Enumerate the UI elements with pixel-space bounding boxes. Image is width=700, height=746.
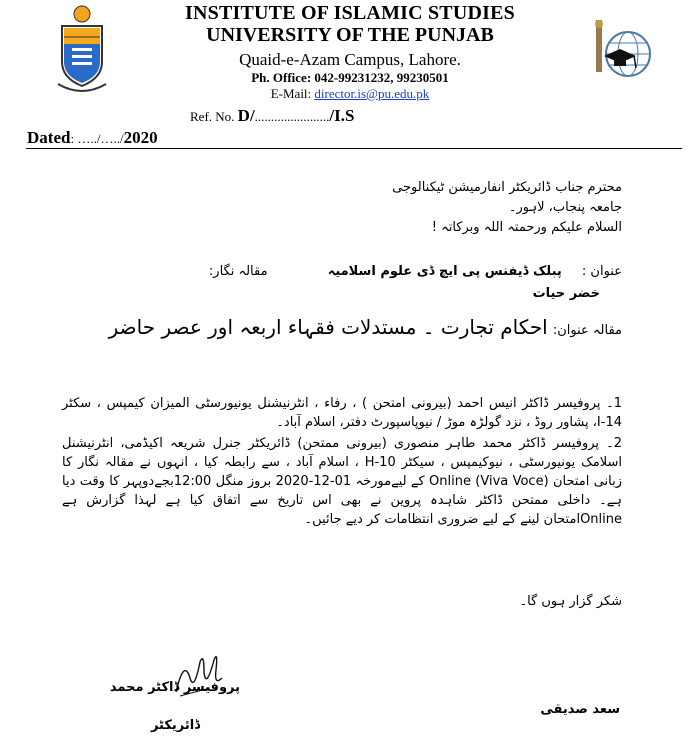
salutation-line-3: السلام علیکم ورحمتہ اللہ وبرکاتہ ! [431,220,622,235]
campus-address: Quaid-e-Azam Campus, Lahore. [239,50,461,69]
thesis-line [62,310,622,344]
institute-title: INSTITUTE OF ISLAMIC STUDIES [185,2,515,24]
dated-year: 2020 [123,128,158,147]
ref-prefix: D/ [237,106,255,125]
university-title: UNIVERSITY OF THE PUNJAB [206,24,494,46]
ref-dots: ....................... [254,109,330,124]
phone-office: Ph. Office: 042-99231232, 99230501 [251,70,449,85]
ref-suffix: /I.S [329,106,355,125]
dated-line [27,128,158,148]
ref-label: Ref. No. [190,109,235,124]
second-signatory-name: سعد صدیقی [540,702,620,717]
examiner-item-2: 2۔ پروفیسر ڈاکٹر محمد طاہر منصوری (بیرونی ممتحن) ڈائریکٹر جنرل شریعہ اکیڈمی، انٹرنیشنل اسلامک یونیورسٹی ، نیوکیمپس ، سیکٹر H-10 ، اسلام آباد ، سے رابطہ کیا ، انہوں نے مقالہ نگار کا زبانی امتحان (Viva Voce) Online کے لیےمورخہ 01-12-2020 بروز منگل 12:00بجےدوپہر کا وقت دیا ہے۔ داخلی ممتحن ڈاکٹر شاہدہ پروین نے بھی اس تاریخ سے اتفاق کیا ہے لہذا گزارش ہے Onlineامتحان لینے کے لیے ضروری انتظامات کر دیے جائیں۔ [62,436,623,527]
salutation-line-1: محترم جناب ڈائریکٹر انفارمیشن ٹیکنالوجی [392,180,622,195]
subject-value: پبلک ڈیفنس پی ایچ ڈی علوم اسلامیہ [327,264,562,279]
author-label: مقالہ نگار: [208,264,268,279]
header-divider [26,148,682,149]
email-link[interactable]: director.is@pu.edu.pk [314,86,430,101]
dated-dots: …../…../ [74,131,124,146]
signatory-title: ڈائریکٹر [150,718,200,733]
email-label: E-Mail: [270,86,315,101]
dated-label: Dated [27,128,71,147]
subject-label: عنوان : [581,264,622,279]
closing-text: شکر گزار ہوں گا۔ [519,594,622,609]
thesis-label: مقالہ عنوان: [552,323,622,338]
email-line [150,86,550,102]
university-crest-logo [54,4,110,98]
dated-colon: : [70,131,75,146]
signatory-name: پروفیسر ڈاکٹر محمد [109,680,240,695]
institute-logo [584,16,662,102]
examiner-item-1: 1۔ پروفیسر ڈاکٹر انیس احمد (بیرونی امتحن ) ، رفاء ، انٹرنیشنل یونیورسٹی المیزان کیمپس ، سکٹر 14-I، پشاور روڈ ، نزد گولڑہ موڑ / نیوپاسپورٹ دفتر، اسلام آباد۔ [62,396,622,430]
reference-number [190,106,354,126]
author-name: خضر حیات [532,286,600,301]
salutation-line-2: جامعہ پنجاب، لاہور۔ [508,200,622,215]
thesis-title: احکام تجارت ۔ مستدلات فقہاء اربعہ اور عصر حاضر [108,315,548,339]
subject-line [62,262,622,282]
